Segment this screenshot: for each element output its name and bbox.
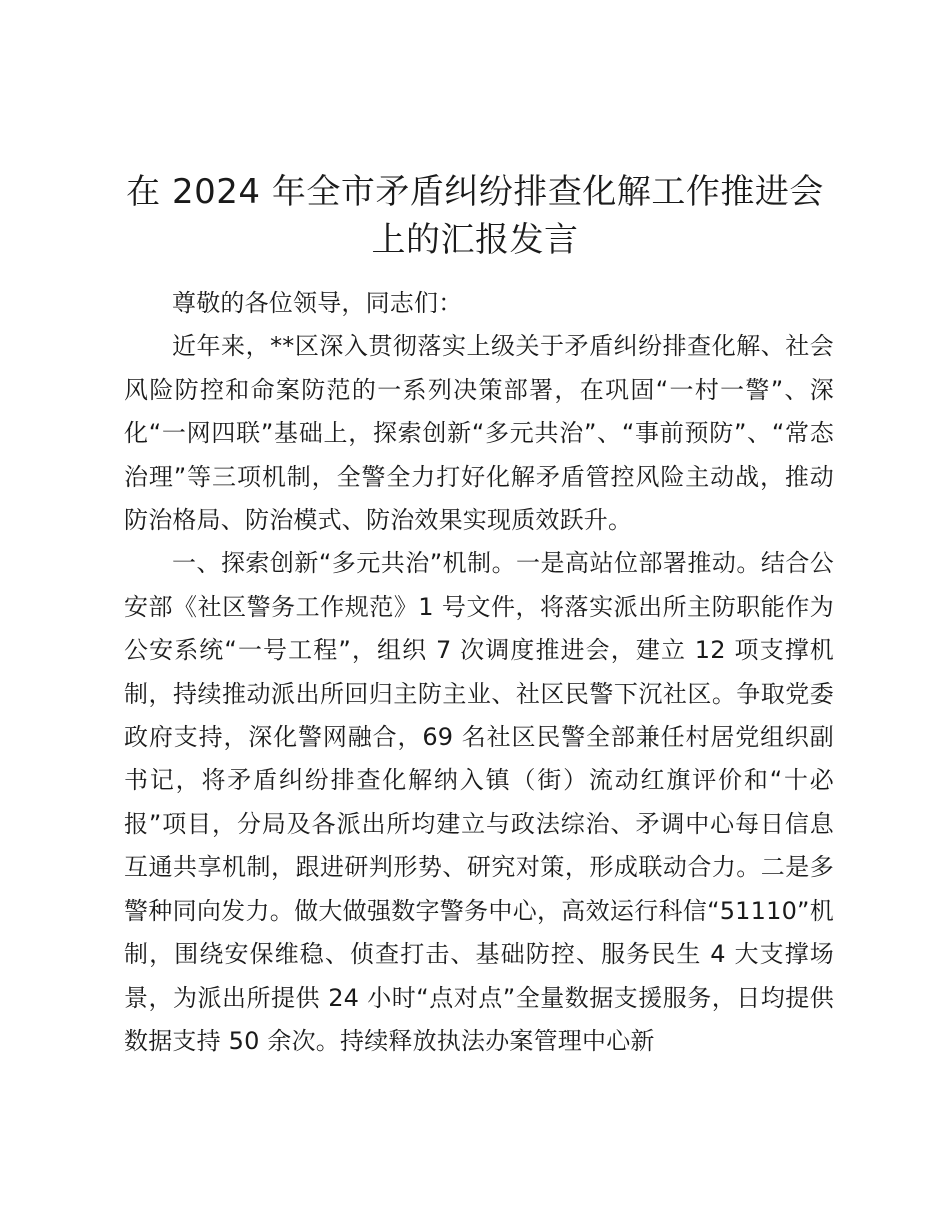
paragraph-section-one: 一、探索创新“多元共治”机制。一是高站位部署推动。结合公安部《社区警务工作规范》1 号文件，将落实派出所主防职能作为公安系统“一号工程”，组织 7 次调度推进会，建立 12 项支撑机制，持续推动派出所回归主防主业、社区民警下沉社区。争取党委政府支持，深化警网融合，69 名社区民警全部兼任村居党组织副书记，将矛盾纠纷排查化解纳入镇（街）流动红旗评价和“十必报”项目，分局及各派出所均建立与政法综治、矛调中心每日信息互通共享机制，跟进研判形势、研究对策，形成联动合力。二是多警种同向发力。做大做强数字警务中心，高效运行科信“51110”机制，围绕安保维稳、侦查打击、基础防控、服务民生 4 大支撑场景，为派出所提供 24 小时“点对点”全量数据支援服务，日均提供数据支持 50 余次。持续释放执法办案管理中心新 xyxy=(124,549,834,1055)
salutation: 尊敬的各位领导，同志们： xyxy=(172,289,463,317)
document-title: 在 2024 年全市矛盾纠纷排查化解工作推进会上的汇报发言 xyxy=(126,172,824,260)
document-body xyxy=(124,282,834,1063)
paragraph-intro: 近年来，**区深入贯彻落实上级关于矛盾纠纷排查化解、社会风险防控和命案防范的一系列决策部署，在巩固“一村一警”、深化“一网四联”基础上，探索创新“多元共治”、“事前预防”、“常态治理”等三项机制，全警全力打好化解矛盾管控风险主动战，推动防治格局、防治模式、防治效果实现质效跃升。 xyxy=(124,332,834,535)
